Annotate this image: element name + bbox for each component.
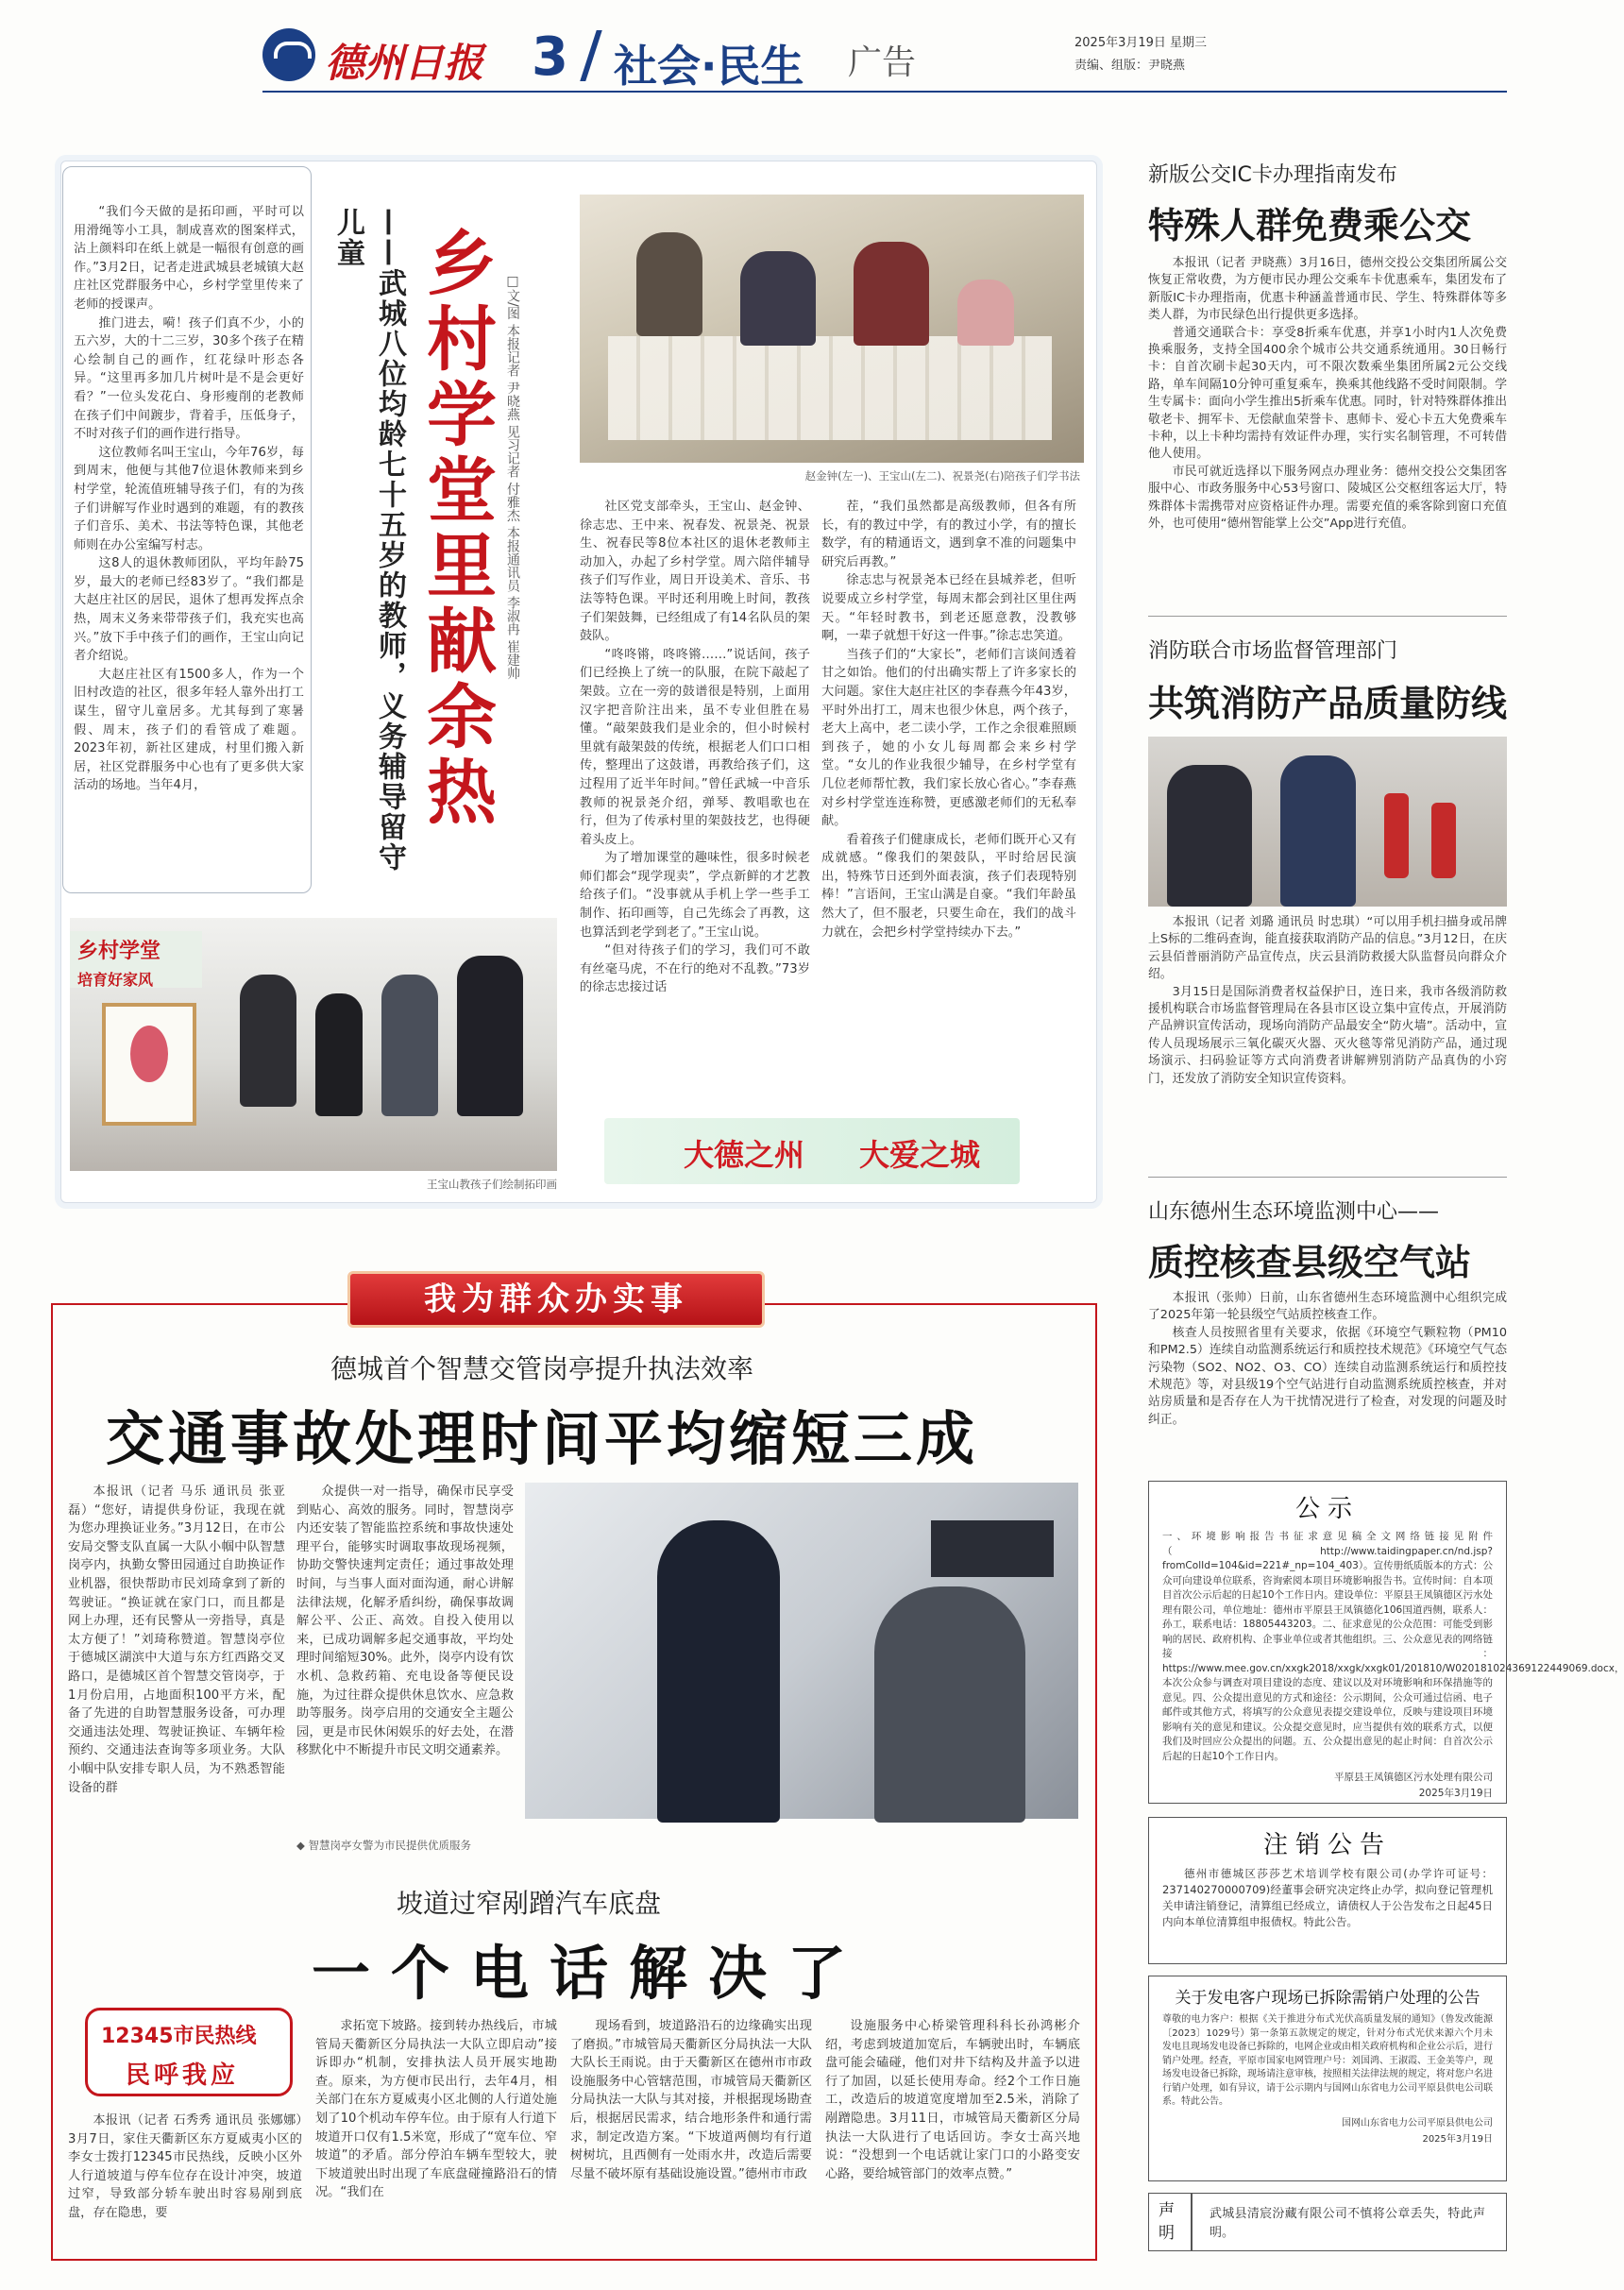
service-story1-title: 交通事故处理时间平均缩短三成: [106, 1404, 979, 1473]
teacher-figure: [636, 232, 702, 336]
feature-photo1-caption: 赵金钟(左一)、王宝山(左二)、祝景尧(右)陪孩子们学书法: [804, 469, 1080, 483]
rubbing-painting: [102, 1003, 196, 1126]
notice-body: 德州市德城区莎莎艺术培训学校有限公司(办学许可证号：237140270000709)经董事会研究决定终止办学，拟向登记管理机关申请注销登记，清算组已经成立，请债权人于公告发布之日起45日内向本单位清算组申报债权。特此公告。: [1162, 1867, 1493, 1928]
service-photo-caption: ◆ 智慧岗亭女警为市民提供优质服务: [296, 1839, 471, 1852]
child-figure: [240, 975, 296, 1107]
masthead: [262, 26, 1507, 93]
notice-date: 2025年3月19日: [1422, 2133, 1493, 2145]
child-figure: [957, 280, 1014, 346]
power-notice-box: [1148, 1976, 1507, 2181]
notice-title: 公示: [1294, 1495, 1360, 1523]
child-figure: [457, 956, 523, 1116]
notice-body: 尊敬的电力客户：根据《关于推进分布式光伏高质量发展的通知》（鲁发改能源〔2023〕1029号）第一条第五款规定的规定，针对分布式光伏来源六个月未发电且现场发电设备已拆除的，电网企业或由相关政府机构和企业公示后，进行销户处理。经查，平原市国家电网管理户号：刘国鸿、王淑霞、王金美等户，现场发电设备已拆除，现场请注意审核，按照相关法律法规的规定，将对您户名进行销户处理，如有异议，请于公示期内与国网山东省电力公司平原县供电公司联系。特此公告。: [1162, 2014, 1493, 2107]
feature-title: 乡村学堂里献余热: [415, 227, 497, 831]
firefighter-figure: [1280, 755, 1356, 907]
feature-photo-calligraphy: [580, 195, 1084, 463]
divider: [1148, 1177, 1507, 1178]
calligraphy-scrolls: [608, 336, 1052, 440]
right-article1-title: 特殊人群免费乘公交: [1148, 205, 1472, 246]
public-notice-box: [1148, 1481, 1624, 1804]
fire-extinguisher-icon: [1384, 793, 1409, 878]
right-article3-kicker: 山东德州生态环境监测中心——: [1148, 1200, 1440, 1224]
right-article1-kicker: 新版公交IC卡办理指南发布: [1148, 163, 1397, 187]
feature-photo-rubbing: [70, 918, 557, 1171]
hotline-badge: [85, 2008, 293, 2096]
notice-signature: 国网山东省电力公司平原县供电公司: [1342, 2117, 1493, 2129]
service-story2-col2: 求拓宽下坡路。接到转办热线后，市城管局天衢新区分局执法一大队立即启动”接诉即办“机制，安排执法人员开展实地勘查。原来，为方便市民出行，去年4月，相关部门在东方夏威夷小区北侧的人行道处施划了10个机动车停车位。由于原有人行道下坡道开口仅有1.5米宽，形成了“宽车位、窄坡道”的矛盾。部分停泊车辆车型较大，驶下坡道驶出时出现了车底盘碰撞路沿石的情况。“我们在: [315, 2019, 557, 2200]
feature-byline: □文/图 本报记者 尹晓燕 见习记者 付雅杰 本报通讯员 李淑冉 崔建帅: [505, 274, 520, 680]
slogan-right: 大爱之城: [859, 1137, 981, 1173]
section-title: 社会·民生: [614, 41, 804, 92]
service-story2-col4: 设施服务中心桥梁管理科科长孙鸿彬介绍，考虑到坡道加宽后，车辆驶出时，车辆底盘可能会磕碰，他们对井下结构及井盖予以进行了加固，以延长使用寿命。经2个工作日施工，改造后的坡道宽度增加至2.5米，消除了剐蹭隐患。3月11日，市城管局天衢新区分局执法一大队进行了电话回访。李女士高兴地说：“没想到一个电话就让家门口的小路变安心路，要给城管部门的效率点赞。”: [825, 2019, 1080, 2181]
right-article1-body: 本报讯（记者 尹晓燕）3月16日，德州交投公交集团所属公交恢复正常收费，为方便市民办理公交乘车卡优惠乘车，集团发布了新版IC卡办理指南，优惠卡种涵盖普通市民、学生、特殊群体等多类人群，为市民绿色出行提供更多选择。 普通交通联合卡：享受8折乘车优惠，并享1小时内1人次免费换乘服务，支持全国400余个城市公共交通系统通用。30日畅行卡：自首次刷卡起30天内，可不限次数乘坐集团所属2元公交线路，单车间隔10分钟可重复乘车，换乘其他线路不受时间限制。学生专属卡：面向小学生推出5折乘车优惠。同时，针对特殊群体推出敬老卡、拥军卡、无偿献血荣誉卡、惠师卡、爱心卡五大免费乘车卡种，以上卡种均需持有效证件办理，实行实名制管理，不可转借他人使用。 市民可就近选择以下服务网点办理业务：德州交投公交集团客服中心、市政务服务中心53号窗口、陵城区公交枢纽客运大厅，特殊群体卡需携带对应资格证件办理。需要充值的乘客除到窗口充值外，也可使用“德州智能掌上公交”App进行充值。: [1148, 256, 1507, 532]
statement-text: 武城县清宸汾藏有限公司不慎将公章丢失，特此声明。: [1210, 2207, 1485, 2240]
feature-photo2-caption: 王宝山教孩子们绘制拓印画: [427, 1178, 557, 1191]
cancellation-notice-box: [1148, 1817, 1507, 1964]
service-story1-kicker: 德城首个智慧交管岗亭提升执法效率: [330, 1353, 754, 1384]
feature-subtitle: ——武城八位均龄七十五岁的教师，义务辅导留守儿童: [331, 208, 406, 873]
child-figure: [315, 993, 363, 1116]
notice-title: 注销公告: [1262, 1831, 1392, 1859]
sign-text-classroom: 乡村学堂: [77, 940, 161, 963]
statement-box: [1148, 2193, 1507, 2251]
person-figure: [1167, 765, 1252, 907]
issue-date: 2025年3月19日 星期三: [1074, 36, 1208, 50]
service-story1-col2: 众提供一对一指导，确保市民享受到贴心、高效的服务。同时，智慧岗亭内还安装了智能监控系统和事故快速处理平台，能够实时调取事故现场视频，协助交警快速判定责任；通过事故处理时间，与当事人面对面沟通，耐心讲解法律法规，化解矛盾纠纷，确保事故调解公平、公正、高效。自投入使用以来，已成功调解多起交通事故，平均处理时间缩短30%。此外，岗亭内设有饮水机、急救药箱、充电设备等便民设施，为过往群众提供休息饮水、应急救助等服务。岗亭启用的交通安全主题公园，更是市民休闲娱乐的好去处，在潜移默化中不断提升市民文明交通素养。: [296, 1484, 514, 1758]
hotline-slogan: 民呼我应: [126, 2061, 240, 2090]
slogan-left: 大德之州: [684, 1137, 805, 1173]
ad-tag: 广告: [848, 43, 917, 82]
smart-booth-photo: [525, 1483, 1078, 1819]
right-article2-kicker: 消防联合市场监督管理部门: [1148, 639, 1398, 663]
right-article2-body: 本报讯（记者 刘璐 通讯员 时忠琪）“可以用手机扫描身或吊牌上S标的二维码查询，能直接获取消防产品的信息。”3月12日，在庆云县佰普丽消防产品宣传点，庆云县消防救援大队监督员向群众介绍。 3月15日是国际消费者权益保护日，连日来，我市各级消防救援机构联合市场监督管理局在各县市区设立集中宣传点，开展消防产品辨识宣传活动，现场向消防产品最安全“防火墙”。活动中，宣传人员现场展示三氧化碳灭火器、灭火毯等常见消防产品，通过现场演示、扫码验证等方式向消费者讲解辨别消防产品真伪的小窍门，还发放了消防安全知识宣传资料。: [1148, 915, 1507, 1086]
service-story2-col1: 本报讯（记者 石秀秀 通讯员 张娜娜）3月7日，家住天衢新区东方夏威夷小区的李女士拨打12345市民热线，反映小区外人行道坡道与停车位存在设计冲突，坡道过窄，导致部分轿车驶出时容易剐到底盘，存在隐患，要: [68, 2113, 302, 2220]
child-figure: [381, 975, 438, 1116]
feature-col1: “我们今天做的是拓印画，平时可以用滑绳等小工具，制成喜欢的图案样式，沾上颜料印在纸上就是一幅很有创意的画作。”3月2日，记者走进武城县老城镇大赵庄社区党群服务中心，乡村学堂里传来了老师的授课声。 推门进去，嗬！孩子们真不少，小的五六岁，大的十二三岁，30多个孩子在精心绘制自己的画作，红花绿叶形态各异。“这里再多加几片树叶是不是会更好看？”一位头发花白、身形瘦削的老教师在孩子们中间踱步，背着手，压低身子，不时对孩子们的画作进行指导。 这位教师名叫王宝山，今年76岁，每到周末，他便与其他7位退休教师来到乡村学堂，轮流值班辅导孩子们，有的为孩子们讲解写作业时遇到的难题，有的教孩子们音乐、美术、书法等特色课，其他老师则在办公室编写村志。 这8人的退休教师团队，平均年龄75岁，最大的老师已经83岁了。“我们都是大赵庄社区的居民，退休了想再发挥点余热，周末义务来带带孩子们，我充实也高兴。”放下手中孩子们的画作，王宝山向记者介绍说。 大赵庄社区有1500多人，作为一个旧村改造的社区，很多年轻人靠外出打工谋生，留守儿童居多。尤其每到了寒暑假、周末，孩子们的看管成了难题。2023年初，新社区建成，村里们搬入新居，社区党群服务中心也有了更多供大家活动的场地。当年4月，: [74, 205, 304, 793]
date-info: [1074, 32, 1207, 77]
page-number: 3: [532, 26, 568, 88]
service-badge: 我为群众办实事: [347, 1271, 765, 1328]
notice-body: 一、环境影响报告书征求意见稿全文网络链接见附件（http://www.taidingpaper.cn/nd.jsp?fromColId=104&id=221#_np=104_403）。宣传册纸质版本的方式：公众可向建设单位联系，咨询索阅本项目环境影响报告书。宣传时间：自本项目首次公示后起的日起10个工作日内。建设单位：平原县王凤镇德区污水处理有限公司，单位地址：德州市平原县王凤镇德化106国道西侧，联系人：孙工，联系电话：18805443203。二、征求意见的公众范围：可能受到影响的居民、政府机构、企事业单位或者其他组织。三、公众意见表的网络链接：https://www.mee.gov.cn/xxgk2018/xxgk/xxgk01/201810/W020181024369122449069.docx，本次公众参与调查对项目建设的态度、建议以及对环境影响和环保措施等的意见。四、公众提出意见的方式和途径：公示期间，公众可通过信函、电子邮件或其他方式，将填写的公众意见表提交建设单位，反映与建设项目环境影响有关的意见和建议。公众提交意见时，应当提供有效的联系方式，以便我们及时回应公众提出的问题。五、公众提出意见的起止时间：自首次公示后起的日起10个工作日内。: [1162, 1531, 1624, 1762]
paper-name: 德州日报: [325, 40, 484, 86]
right-article2-title: 共筑消防产品质量防线: [1148, 683, 1508, 724]
service-story2-col3: 现场看到，坡道路沿石的边缘确实出现了磨损。”市城管局天衢新区分局执法一大队大队长王雨说。由于天衢新区在德州市市政设施服务中心管辖范围，市城管局天衢新区分局执法一大队与其对接，并根据现场勘查后，根据居民需求，结合地形条件和通行需求，制定改造方案。“下坡道两侧均有行道树树坑，且西侧有一处雨水井，改造后需要尽量不破坏原有基础设施设置。”德州市市政: [570, 2019, 812, 2181]
fire-extinguisher-icon: [1431, 803, 1456, 878]
service-story2-title: 一个电话解决了: [312, 1939, 868, 2008]
feature-col2: 社区党支部牵头，王宝山、赵金钟、徐志忠、王中来、祝春发、祝景尧、祝景生、祝春民等8位本社区的退休老教师主动加入，办起了乡村学堂。周六陪伴辅导孩子们写作业，周日开设美术、音乐、书法等特色课。平时还利用晚上时间，教孩子们架鼓舞，已经组成了有14名队员的架鼓队。 “咚咚锵，咚咚锵……”说话间，孩子们已经换上了统一的队服，在院下敲起了架鼓。立在一旁的鼓谱很是特别，上面用汉字把音阶注出来，虽不专业但胜在易懂。“敲架鼓我们是业余的，但小时候村里就有敲架鼓的传统，根据老人们口口相传，整理出了这鼓谱，再教给孩子们，这过程用了近半年时间。”曾任武城一中音乐教师的祝景尧介绍，弹琴、教唱歌也在行，但为了传承村里的架鼓技艺，也得硬着头皮上。 为了增加课堂的趣味性，很多时候老师们都会“现学现卖”，学点新鲜的才艺教给孩子们。“没事就从手机上学一些手工制作、拓印画等，自己先练会了再教，这也算活到老学到老了。”王宝山说。 “但对待孩子们的学习，我们可不敢有丝毫马虎，不在行的绝对不乱教。”73岁的徐志忠接过话: [580, 500, 810, 995]
police-officer-figure: [657, 1520, 780, 1823]
right-article3-body: 本报讯（张帅）日前，山东省德州生态环境监测中心组织完成了2025年第一轮县级空气站质控核查工作。 核查人员按照省里有关要求，依据《环境空气颗粒物（PM10和PM2.5）连续自动监测系统运行和质控技术规范》《环境空气气态污染物（SO2、NO2、O3、CO）连续自动监测系统运行和质控技术规范》等，对县级19个空气站进行自动监测系统质控核查，并对站房质量和是否存在人为干扰情况进行了检查，对发现的问题及时纠正。: [1148, 1291, 1507, 1427]
divider: [1191, 2194, 1193, 2250]
citizen-figure: [874, 1586, 1025, 1823]
service-story1-col1: 本报讯（记者 马乐 通讯员 张亚磊）“您好，请提供身份证，我现在就为您办理换证业务。”3月12日，在市公安局交警支队直属一大队小帼中队智慧岗亭内，执勤女警田园通过自助换证作业机器，很快帮助市民刘琦拿到了新的驾驶证。“换证就在家门口，而且都是网上办理，还有民警从一旁指导，真是太方便了！”刘琦称赞道。智慧岗亭位于德城区湖滨中大道与东方红西路交叉路口，是德城区首个智慧交管岗亭，于1月份启用，占地面积100平方米，配备了先进的自助智慧服务设备，可办理交通违法处理、驾驶证换证、车辆年检预约、交通违法查询等多项业务。大队小帼中队安排专职人员，为不熟悉智能设备的群: [68, 1484, 285, 1795]
notice-title: 关于发电客户现场已拆除需销户处理的公告: [1175, 1989, 1480, 2008]
screen-display: [931, 1520, 1054, 1577]
notice-date: 2025年3月19日: [1418, 1788, 1493, 1799]
feature-col3: 茬，“我们虽然都是高级教师，但各有所长，有的教过中学，有的教过小学，有的擅长数学，有的精通语文，遇到拿不准的问题集中研究后再教。” 徐志忠与祝景尧本已经在县城养老，但听说要成立乡村学堂，每周末都会到社区里住两天。“年轻时教书，到老还愿意教，没教够啊，一辈子就想干好这一件事。”徐志忠笑道。 当孩子们的“大家长”，老师们言谈间透着甘之如饴。他们的付出确实帮上了许多家长的大问题。家住大赵庄社区的李春燕今年43岁，平时外出打工，周末也很少休息，两个孩子，老大上高中，老二读小学，工作之余很难照顾到孩子，她的小女儿每周都会来乡村学堂。“女儿的作业我很少辅导，在乡村学堂有几位老师帮忙教，我们家长放心省心。”李春燕对乡村学堂连连称赞，更感激老师们的无私奉献。 看着孩子们健康成长，老师们既开心又有成就感。“像我们的架鼓队，平时给居民演出，特殊节日还到外面表演，孩子们表现特别棒！”言语间，王宝山满是自豪。“我们年龄虽然大了，但不服老，只要生命在，我们的战斗力就在，会把乡村学堂持续办下去。”: [821, 500, 1076, 940]
divider: [1148, 616, 1507, 617]
hotline-name: 12345市民热线: [101, 2025, 257, 2048]
right-article3-title: 质控核查县级空气站: [1148, 1242, 1472, 1283]
newspaper-logo-icon: [262, 28, 315, 81]
statement-label: 声明: [1159, 2201, 1175, 2243]
sign-text-familystyle: 培育好家风: [77, 971, 154, 989]
service-story2-kicker: 坡道过窄剐蹭汽车底盘: [397, 1888, 662, 1919]
fire-product-photo: [1148, 737, 1507, 907]
teacher-figure: [854, 242, 929, 346]
slogan-banner: [604, 1118, 1020, 1184]
classroom-sign: [70, 931, 202, 988]
teacher-figure: [740, 251, 816, 346]
notice-signature: 平原县王凤镇德区污水处理有限公司: [1334, 1772, 1493, 1783]
page-separator: [580, 30, 602, 81]
editor-credit: 责编、组版：尹晓燕: [1074, 59, 1186, 73]
